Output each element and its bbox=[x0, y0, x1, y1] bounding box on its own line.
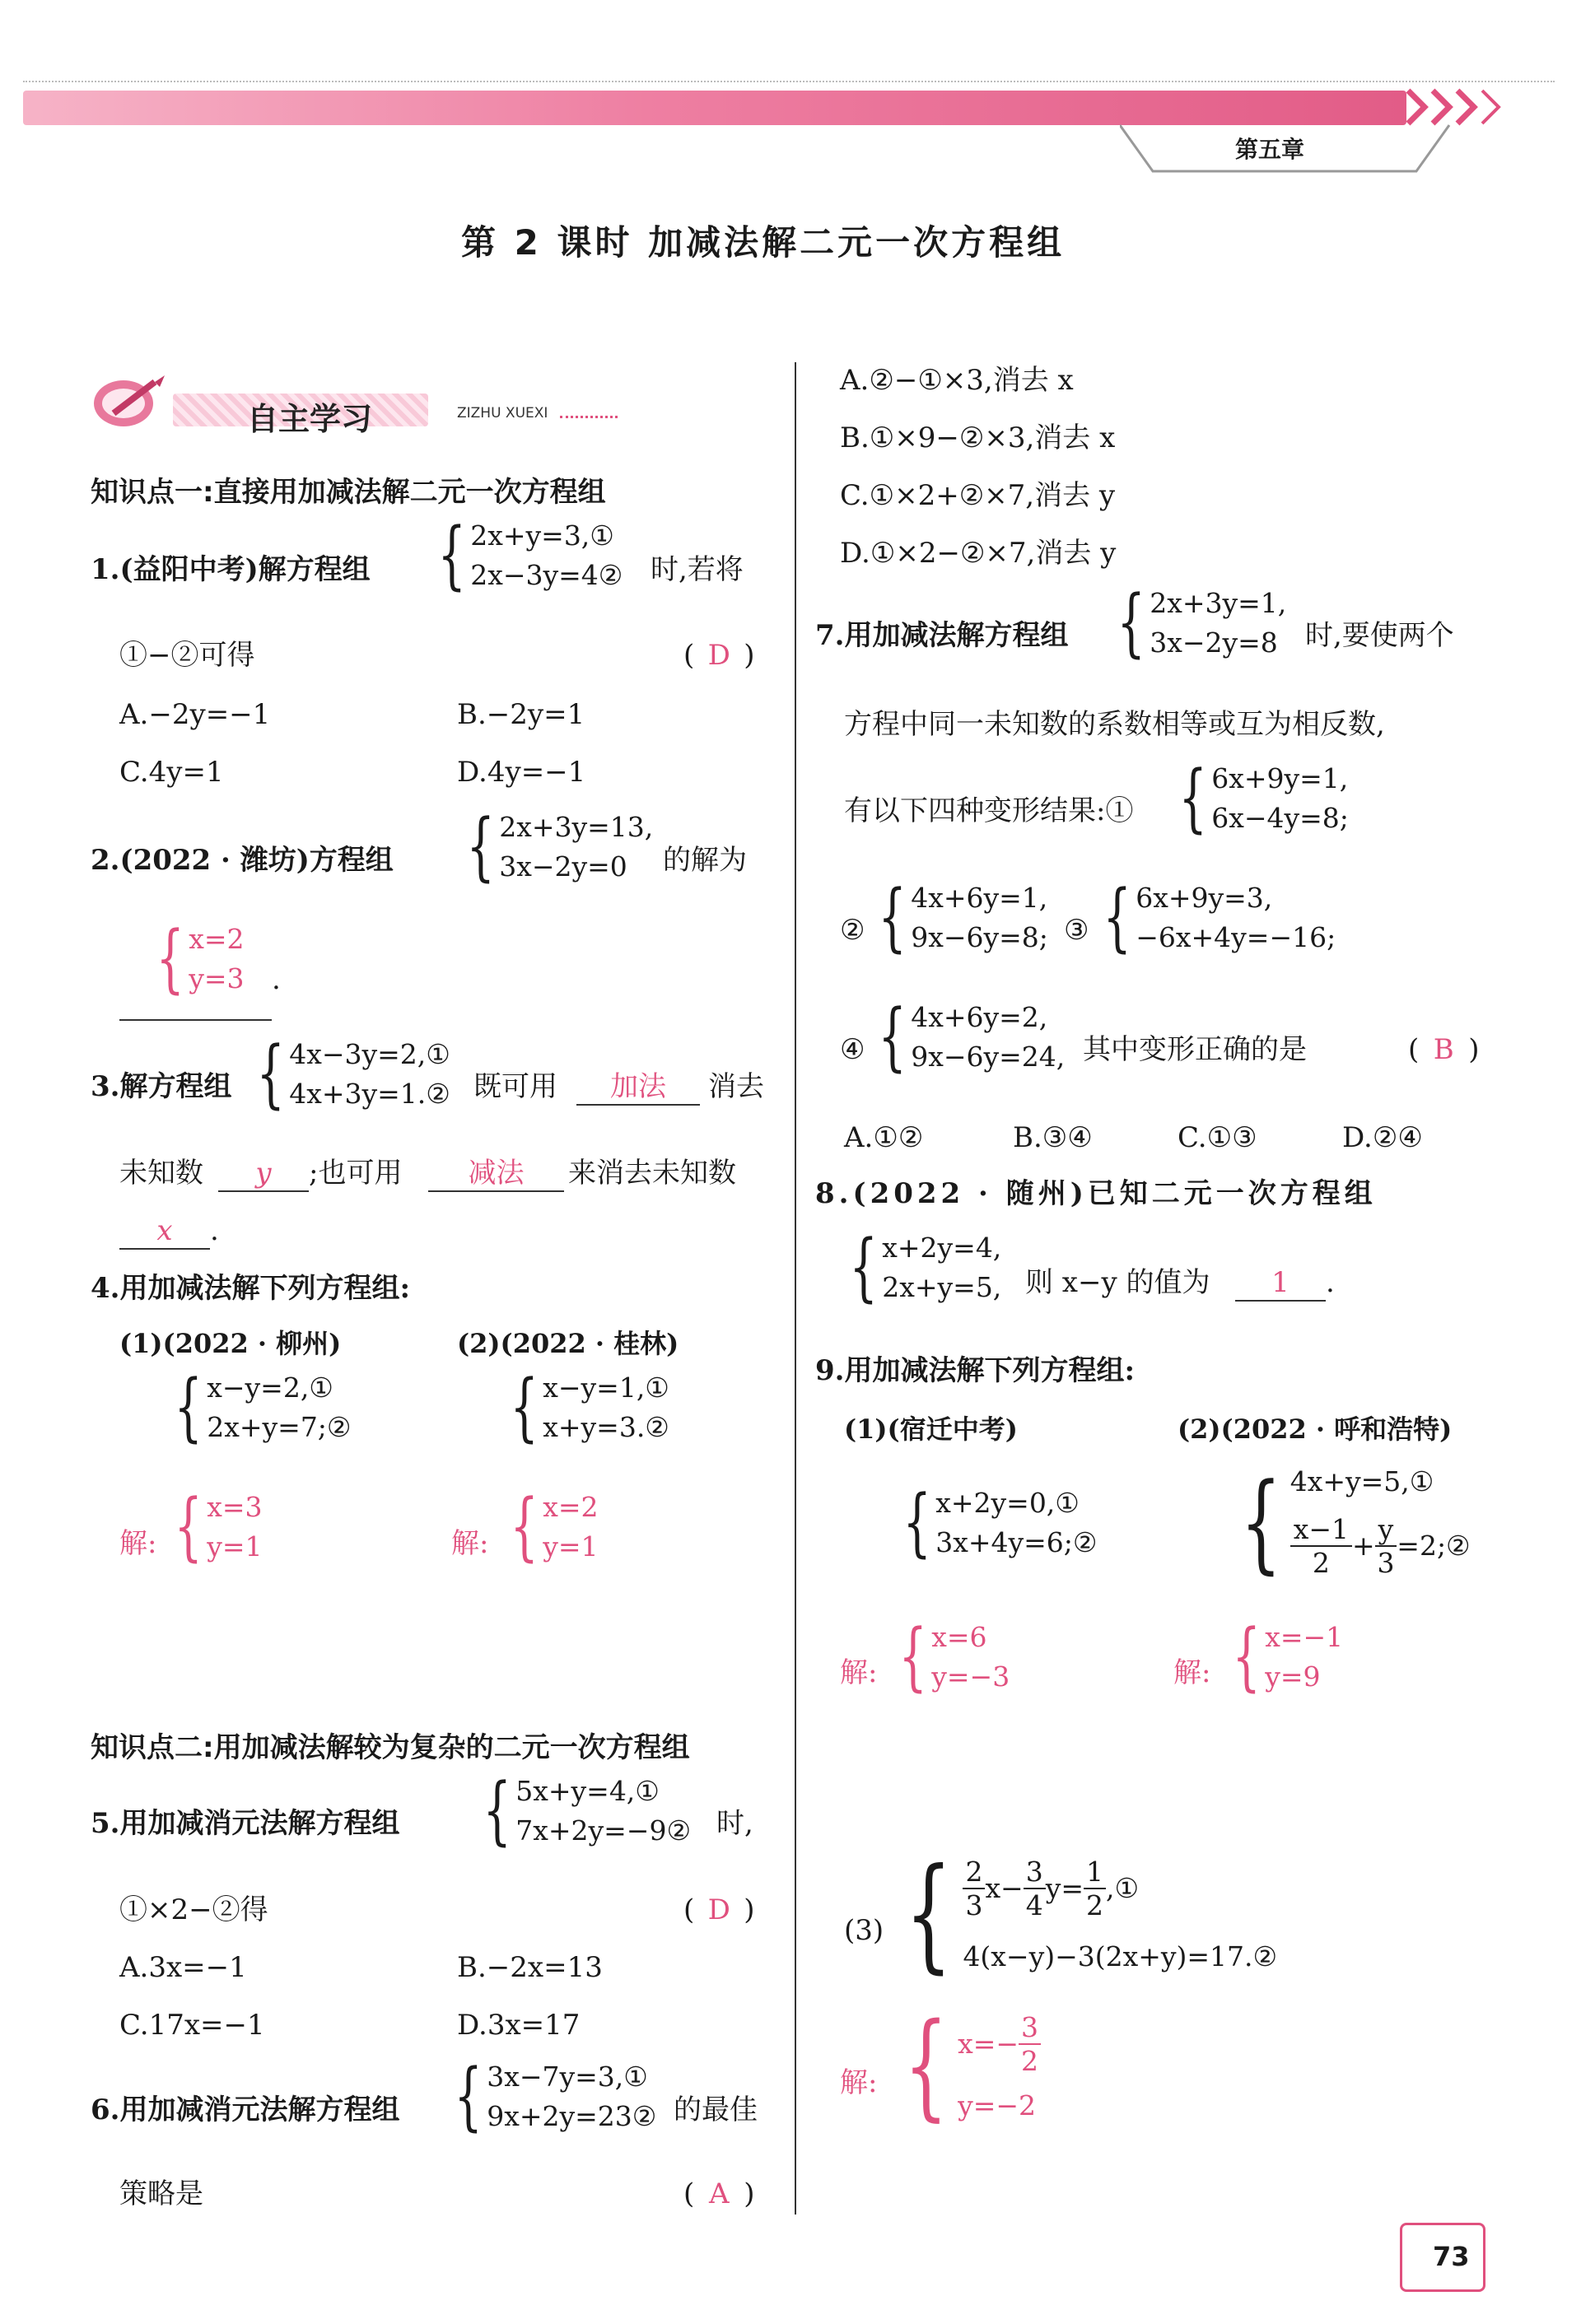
q3-end: . bbox=[210, 1214, 219, 1247]
q6-option-b: B.①×9−②×3,消去 x bbox=[840, 421, 1116, 454]
q1-option-b: B.−2y=1 bbox=[457, 698, 585, 731]
q6-system bbox=[445, 2053, 657, 2140]
q1-line2: ①−②可得 bbox=[119, 639, 255, 672]
q5-option-b: B.−2x=13 bbox=[457, 1951, 603, 1984]
q3-blank-4: x bbox=[119, 1214, 210, 1250]
q8-blank: 1 bbox=[1235, 1266, 1326, 1302]
q3-mid: 既可用 bbox=[473, 1070, 557, 1103]
q2-system bbox=[457, 803, 654, 890]
q9-part1-label: (1)(宿迁中考) bbox=[844, 1413, 1018, 1445]
q4-part2-label: (2)(2022 · 桂林) bbox=[457, 1328, 679, 1359]
q5-option-d: D.3x=17 bbox=[457, 2009, 581, 2042]
brace-icon: { bbox=[902, 1479, 931, 1566]
q7-system bbox=[1108, 580, 1287, 666]
q1-option-d: D.4y=−1 bbox=[457, 756, 586, 789]
fraction: 2 3 bbox=[963, 1856, 985, 1922]
q9-part2-answer-x: x=−1 bbox=[1265, 1621, 1344, 1654]
q8-mid: 则 x−y 的值为 bbox=[1025, 1266, 1210, 1299]
fraction: $\frac{y}{3}$ bbox=[1375, 1513, 1397, 1580]
q5-option-a: A.3x=−1 bbox=[119, 1951, 247, 1984]
chapter-label: 第五章 bbox=[1235, 136, 1305, 163]
fraction: $\frac{3}{4}$ bbox=[1024, 1856, 1046, 1922]
q3-after1: 消去 bbox=[708, 1070, 764, 1103]
q9-part2-answer-y: y=9 bbox=[1265, 1660, 1321, 1693]
q2-answer-x: x=2 bbox=[189, 923, 245, 956]
q7-set4-eq1: 4x+6y=2, bbox=[911, 1001, 1048, 1034]
q6-answer: A bbox=[708, 2177, 730, 2210]
q1-eq1: 2x+y=3,① bbox=[470, 519, 614, 552]
brace-icon: { bbox=[466, 803, 495, 890]
fraction: $\frac{1}{2}$ bbox=[1084, 1856, 1106, 1922]
brace-icon: { bbox=[510, 1364, 539, 1451]
q7-prefix: 7.用加减法解方程组 bbox=[815, 619, 1069, 652]
q9-part2-jie: 解: bbox=[1173, 1656, 1211, 1689]
q8-end: . bbox=[1326, 1266, 1335, 1299]
q9-part1-eq2: 3x+4y=6;② bbox=[935, 1526, 1098, 1558]
q6-prefix: 6.用加减消元法解方程组 bbox=[91, 2093, 400, 2126]
q9-part2-eq1: 4x+y=5,① bbox=[1290, 1465, 1434, 1497]
section-subtitle: ZIZHU XUEXI bbox=[457, 405, 548, 421]
q9-part2-eq2: x−1 2 + $\frac{y}{3}$ =2;② bbox=[1290, 1513, 1471, 1580]
q8-eq2: 2x+y=5, bbox=[882, 1271, 1002, 1303]
q3-prefix: 3.解方程组 bbox=[91, 1070, 232, 1103]
q9-part3-answer-x: x=− $\frac{3}{2}$ bbox=[958, 2011, 1041, 2078]
q1-answer: D bbox=[707, 639, 730, 672]
q7-num4: ④ bbox=[840, 1033, 865, 1066]
q5-line2: ①×2−②得 bbox=[119, 1893, 268, 1926]
q7-set1-eq1: 6x+9y=1, bbox=[1211, 762, 1349, 795]
q4-part1-jie: 解: bbox=[119, 1527, 157, 1560]
q2-answer bbox=[147, 915, 245, 1002]
knowledge-point-1: 知识点一:直接用加减法解二元一次方程组 bbox=[91, 476, 606, 509]
q9-part1-system bbox=[893, 1479, 1098, 1566]
q7-set2 bbox=[869, 874, 1048, 961]
brace-icon: { bbox=[1117, 580, 1145, 666]
q1-answer-bracket: ( D ) bbox=[683, 639, 755, 672]
q9-part3-answer-y: y=−2 bbox=[958, 2089, 1037, 2121]
brace-icon: { bbox=[878, 874, 907, 961]
q7-set3-eq2: −6x+4y=−16; bbox=[1136, 921, 1336, 953]
q6-suffix: 的最佳 bbox=[674, 2093, 758, 2126]
q4-part1-system bbox=[165, 1364, 352, 1451]
q2-answer-y: y=3 bbox=[189, 962, 245, 994]
q9-part2-answer bbox=[1223, 1614, 1344, 1700]
q2-answer-underline bbox=[119, 1019, 272, 1021]
q1-option-a: A.−2y=−1 bbox=[119, 698, 271, 731]
q9-part3-answer bbox=[889, 1999, 1041, 2133]
q9-prefix: 9.用加减法解下列方程组: bbox=[815, 1354, 1136, 1387]
q3-blank-1: 加法 bbox=[576, 1070, 700, 1106]
q9-part3-eq1: 2 3 x− $\frac{3}{4}$ y= $\frac{1}{2}$ ,① bbox=[963, 1856, 1277, 1922]
brace-icon: { bbox=[849, 1224, 878, 1311]
q7-set4 bbox=[869, 994, 1066, 1080]
q7-suffix: 时,要使两个 bbox=[1305, 619, 1454, 652]
q5-prefix: 5.用加减消元法解方程组 bbox=[91, 1807, 400, 1840]
brace-icon: { bbox=[510, 1483, 539, 1570]
q5-option-c: C.17x=−1 bbox=[119, 2009, 265, 2042]
q1-suffix: 时,若将 bbox=[651, 553, 744, 586]
q1-option-c: C.4y=1 bbox=[119, 756, 224, 789]
q4-part1-answer bbox=[165, 1483, 263, 1570]
q7-line2: 方程中同一未知数的系数相等或互为相反数, bbox=[844, 708, 1385, 741]
q4-part1-answer-y: y=1 bbox=[207, 1530, 263, 1563]
fraction: x−1 2 bbox=[1290, 1513, 1352, 1580]
brace-icon: { bbox=[1240, 1460, 1282, 1586]
q9-part3-system bbox=[889, 1842, 1278, 1986]
q9-part3-eq2: 4(x−y)−3(2x+y)=17.② bbox=[963, 1940, 1278, 1972]
q7-line3: 有以下四种变形结果:① bbox=[844, 794, 1134, 827]
q7-option-c: C.①③ bbox=[1178, 1121, 1257, 1154]
q3-eq2: 4x+3y=1.② bbox=[289, 1078, 450, 1110]
q4-part2-answer-x: x=2 bbox=[543, 1491, 599, 1524]
q6-option-d: D.①×2−②×7,消去 y bbox=[840, 537, 1117, 570]
q6-option-c: C.①×2+②×7,消去 y bbox=[840, 479, 1116, 512]
brace-icon: { bbox=[878, 994, 907, 1080]
q4-part2-system bbox=[501, 1364, 669, 1451]
pencil-badge-icon bbox=[89, 372, 168, 430]
q5-answer: D bbox=[707, 1893, 730, 1926]
q2-eq2: 3x−2y=0 bbox=[499, 850, 627, 883]
column-divider bbox=[795, 362, 796, 2215]
q7-eq2: 3x−2y=8 bbox=[1150, 626, 1278, 659]
q1-eq2: 2x−3y=4② bbox=[470, 559, 623, 591]
q4-prefix: 4.用加减法解下列方程组: bbox=[91, 1272, 411, 1305]
header-band bbox=[23, 91, 1406, 125]
q9-part2-system bbox=[1227, 1460, 1471, 1586]
q4-part2-answer bbox=[501, 1483, 599, 1570]
q5-system bbox=[473, 1767, 692, 1854]
q4-part1-eq2: 2x+y=7;② bbox=[207, 1411, 352, 1443]
q9-part1-answer-x: x=6 bbox=[931, 1621, 987, 1654]
brace-icon: { bbox=[437, 512, 466, 598]
q3-line2a: 未知数 bbox=[119, 1157, 203, 1190]
q3-system bbox=[247, 1031, 450, 1117]
q9-part3-jie: 解: bbox=[840, 2066, 878, 2099]
q6-eq1: 3x−7y=3,① bbox=[487, 2061, 648, 2093]
q6-line2: 策略是 bbox=[119, 2177, 203, 2210]
q9-part1-answer-y: y=−3 bbox=[931, 1660, 1010, 1693]
q7-option-b: B.③④ bbox=[1013, 1121, 1093, 1154]
q5-eq1: 5x+y=4,① bbox=[515, 1775, 660, 1808]
q3-blank-2: y bbox=[218, 1157, 309, 1192]
q2-prefix: 2.(2022 · 潍坊)方程组 bbox=[91, 844, 394, 877]
q4-part1-label: (1)(2022 · 柳州) bbox=[119, 1328, 342, 1359]
q7-eq1: 2x+3y=1, bbox=[1150, 587, 1287, 620]
q7-set2-eq2: 9x−6y=8; bbox=[911, 921, 1048, 953]
q4-part2-jie: 解: bbox=[451, 1527, 489, 1560]
q7-set2-eq1: 4x+6y=1, bbox=[911, 882, 1048, 915]
page-title: 第 2 课时 加减法解二元一次方程组 bbox=[461, 222, 1066, 263]
brace-icon: { bbox=[174, 1364, 203, 1451]
brace-icon: { bbox=[903, 1999, 949, 2133]
brace-icon: { bbox=[174, 1483, 203, 1570]
q9-part1-jie: 解: bbox=[840, 1656, 878, 1689]
q1-system bbox=[428, 512, 623, 598]
q7-set1 bbox=[1169, 755, 1349, 841]
knowledge-point-2: 知识点二:用加减法解较为复杂的二元一次方程组 bbox=[91, 1731, 690, 1764]
brace-icon: { bbox=[898, 1614, 927, 1700]
q9-part1-eq1: x+2y=0,① bbox=[935, 1487, 1080, 1520]
q5-answer-bracket: ( D ) bbox=[683, 1893, 755, 1926]
q3-line2b: ;也可用 bbox=[309, 1157, 403, 1190]
q7-num3: ③ bbox=[1064, 914, 1089, 947]
q7-option-d: D.②④ bbox=[1342, 1121, 1423, 1154]
q4-part1-eq1: x−y=2,① bbox=[207, 1372, 333, 1404]
q2-eq1: 2x+3y=13, bbox=[499, 811, 654, 844]
q9-part2-label: (2)(2022 · 呼和浩特) bbox=[1178, 1413, 1453, 1445]
q2-end: . bbox=[272, 963, 281, 996]
q7-tail: 其中变形正确的是 bbox=[1083, 1033, 1307, 1066]
brace-icon: { bbox=[1178, 755, 1207, 841]
q7-set1-eq2: 6x−4y=8; bbox=[1211, 802, 1349, 834]
q7-answer: B bbox=[1433, 1033, 1454, 1066]
brace-icon: { bbox=[454, 2053, 483, 2140]
q7-set3 bbox=[1094, 874, 1336, 961]
q7-set3-eq1: 6x+9y=3, bbox=[1136, 882, 1273, 915]
q7-set4-eq2: 9x−6y=24, bbox=[911, 1041, 1066, 1073]
top-dotted-line bbox=[23, 81, 1555, 82]
q4-part2-eq1: x−y=1,① bbox=[543, 1372, 669, 1404]
q7-num2: ② bbox=[840, 914, 865, 947]
q3-line2c: 来消去未知数 bbox=[568, 1157, 736, 1190]
q7-option-a: A.①② bbox=[844, 1121, 924, 1154]
q6-option-a: A.②−①×3,消去 x bbox=[840, 364, 1074, 397]
q7-answer-bracket: ( B ) bbox=[1408, 1033, 1480, 1066]
q8-prefix: 8.(2022 · 随州)已知二元一次方程组 bbox=[815, 1177, 1377, 1210]
q4-part2-answer-y: y=1 bbox=[543, 1530, 599, 1563]
q3-eq1: 4x−3y=2,① bbox=[289, 1038, 450, 1071]
q1-prefix: 1.(益阳中考)解方程组 bbox=[91, 553, 371, 586]
q3-blank-3: 减法 bbox=[428, 1157, 564, 1192]
section-title: 自主学习 bbox=[247, 401, 373, 437]
q9-part3-label: (3) bbox=[844, 1914, 884, 1947]
brace-icon: { bbox=[483, 1767, 511, 1854]
page-number: 73 bbox=[1433, 2241, 1470, 2272]
brace-icon: { bbox=[156, 915, 184, 1002]
brace-icon: { bbox=[905, 1842, 953, 1986]
q5-eq2: 7x+2y=−9② bbox=[515, 1814, 692, 1847]
section-dots bbox=[560, 416, 618, 418]
q6-answer-bracket: ( A ) bbox=[683, 2177, 755, 2210]
q4-part1-answer-x: x=3 bbox=[207, 1491, 263, 1524]
q8-system bbox=[840, 1224, 1002, 1311]
fraction: $\frac{3}{2}$ bbox=[1019, 2011, 1041, 2078]
q8-eq1: x+2y=4, bbox=[882, 1232, 1002, 1264]
q4-part2-eq2: x+y=3.② bbox=[543, 1411, 669, 1443]
q5-suffix: 时, bbox=[716, 1807, 753, 1840]
q6-eq2: 9x+2y=23② bbox=[487, 2100, 657, 2132]
q9-part1-answer bbox=[889, 1614, 1010, 1700]
q2-suffix: 的解为 bbox=[663, 844, 747, 877]
brace-icon: { bbox=[256, 1031, 285, 1117]
brace-icon: { bbox=[1232, 1614, 1261, 1700]
brace-icon: { bbox=[1103, 874, 1131, 961]
